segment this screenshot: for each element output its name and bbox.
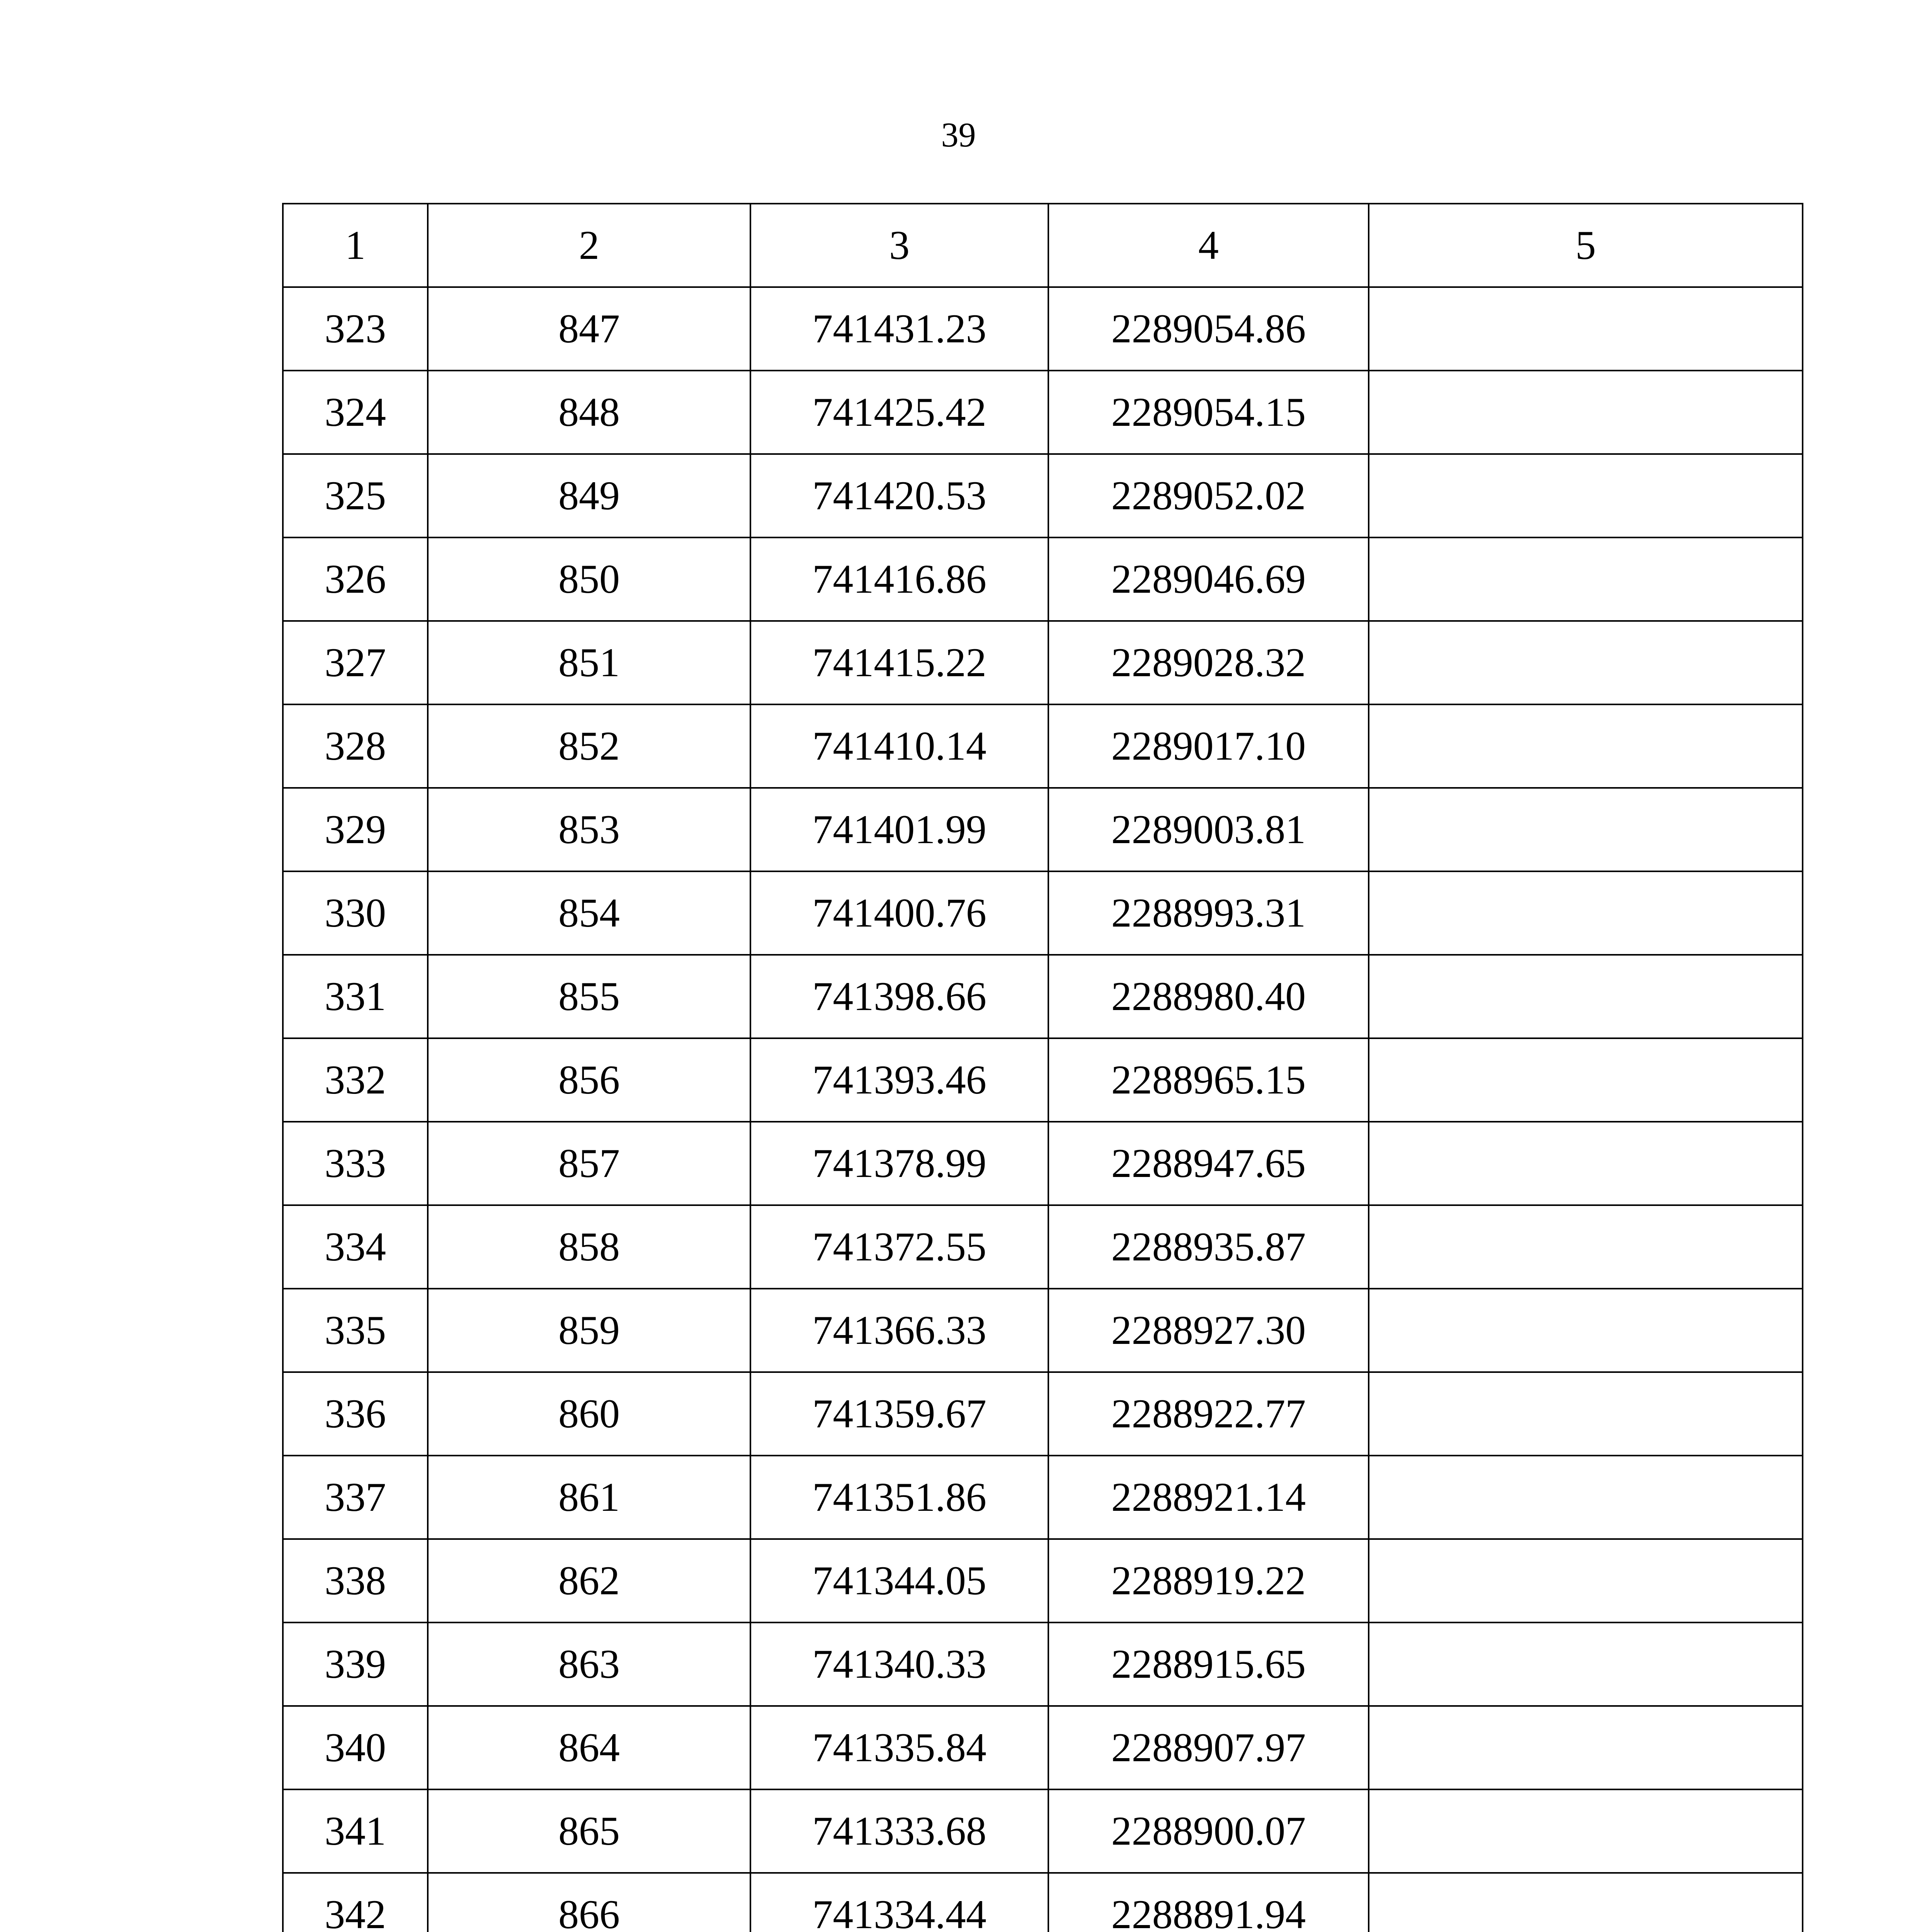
note-cell: [1369, 1038, 1803, 1122]
x-coordinate-cell: 741344.05: [750, 1539, 1048, 1622]
y-coordinate-cell: 2288947.65: [1048, 1122, 1369, 1205]
table-header: [283, 204, 1803, 287]
page-number: 39: [941, 116, 976, 154]
row-number-cell: 328: [283, 704, 428, 788]
note-cell: [1369, 1706, 1803, 1789]
x-coordinate-cell: 741431.23: [750, 287, 1048, 371]
note-cell: [1369, 287, 1803, 371]
x-coordinate-cell: 741401.99: [750, 788, 1048, 871]
row-number-cell: 331: [283, 955, 428, 1038]
x-coordinate-cell: 741420.53: [750, 454, 1048, 537]
point-number-cell: 855: [428, 955, 750, 1038]
point-number-cell: 863: [428, 1622, 750, 1706]
note-cell: [1369, 371, 1803, 454]
note-cell: [1369, 1289, 1803, 1372]
note-cell: [1369, 1372, 1803, 1456]
table-row: [283, 1205, 1803, 1289]
x-coordinate-cell: 741359.67: [750, 1372, 1048, 1456]
note-cell: [1369, 1622, 1803, 1706]
note-cell: [1369, 1122, 1803, 1205]
point-number-cell: 850: [428, 537, 750, 621]
note-cell: [1369, 871, 1803, 955]
x-coordinate-cell: 741425.42: [750, 371, 1048, 454]
x-coordinate-cell: 741393.46: [750, 1038, 1048, 1122]
x-coordinate-cell: 741416.86: [750, 537, 1048, 621]
y-coordinate-cell: 2289017.10: [1048, 704, 1369, 788]
table-row: [283, 955, 1803, 1038]
row-number-cell: 340: [283, 1706, 428, 1789]
table-row: [283, 371, 1803, 454]
x-coordinate-cell: 741378.99: [750, 1122, 1048, 1205]
y-coordinate-cell: 2288907.97: [1048, 1706, 1369, 1789]
table-row: [283, 1622, 1803, 1706]
row-number-cell: 324: [283, 371, 428, 454]
point-number-cell: 858: [428, 1205, 750, 1289]
note-cell: [1369, 1873, 1803, 1932]
x-coordinate-cell: 741400.76: [750, 871, 1048, 955]
point-number-cell: 847: [428, 287, 750, 371]
table-row: [283, 1706, 1803, 1789]
header-cell-2: 2: [428, 204, 750, 287]
point-number-cell: 854: [428, 871, 750, 955]
y-coordinate-cell: 2288915.65: [1048, 1622, 1369, 1706]
table-row: [283, 1122, 1803, 1205]
table-row: [283, 537, 1803, 621]
x-coordinate-cell: 741398.66: [750, 955, 1048, 1038]
y-coordinate-cell: 2289052.02: [1048, 454, 1369, 537]
note-cell: [1369, 454, 1803, 537]
row-number-cell: 329: [283, 788, 428, 871]
x-coordinate-cell: 741366.33: [750, 1289, 1048, 1372]
table-row: [283, 788, 1803, 871]
x-coordinate-cell: 741351.86: [750, 1456, 1048, 1539]
y-coordinate-cell: 2288922.77: [1048, 1372, 1369, 1456]
note-cell: [1369, 621, 1803, 704]
row-number-cell: 341: [283, 1789, 428, 1873]
x-coordinate-cell: 741410.14: [750, 704, 1048, 788]
row-number-cell: 323: [283, 287, 428, 371]
row-number-cell: 327: [283, 621, 428, 704]
table-row: [283, 1456, 1803, 1539]
note-cell: [1369, 537, 1803, 621]
table-row: [283, 1789, 1803, 1873]
row-number-cell: 333: [283, 1122, 428, 1205]
row-number-cell: 332: [283, 1038, 428, 1122]
x-coordinate-cell: 741334.44: [750, 1873, 1048, 1932]
x-coordinate-cell: 741340.33: [750, 1622, 1048, 1706]
row-number-cell: 335: [283, 1289, 428, 1372]
table-row: [283, 1539, 1803, 1622]
point-number-cell: 849: [428, 454, 750, 537]
point-number-cell: 857: [428, 1122, 750, 1205]
coordinates-table: [282, 203, 1803, 1932]
row-number-cell: 330: [283, 871, 428, 955]
point-number-cell: 862: [428, 1539, 750, 1622]
y-coordinate-cell: 2288935.87: [1048, 1205, 1369, 1289]
header-cell-3: 3: [750, 204, 1048, 287]
note-cell: [1369, 1789, 1803, 1873]
x-coordinate-cell: 741372.55: [750, 1205, 1048, 1289]
header-cell-5: 5: [1369, 204, 1803, 287]
y-coordinate-cell: 2289054.86: [1048, 287, 1369, 371]
note-cell: [1369, 1205, 1803, 1289]
y-coordinate-cell: 2289003.81: [1048, 788, 1369, 871]
point-number-cell: 848: [428, 371, 750, 454]
y-coordinate-cell: 2288927.30: [1048, 1289, 1369, 1372]
table-row: [283, 704, 1803, 788]
row-number-cell: 325: [283, 454, 428, 537]
header-row: [283, 204, 1803, 287]
row-number-cell: 339: [283, 1622, 428, 1706]
point-number-cell: 864: [428, 1706, 750, 1789]
point-number-cell: 859: [428, 1289, 750, 1372]
row-number-cell: 326: [283, 537, 428, 621]
note-cell: [1369, 788, 1803, 871]
note-cell: [1369, 955, 1803, 1038]
header-cell-4: 4: [1048, 204, 1369, 287]
note-cell: [1369, 704, 1803, 788]
point-number-cell: 860: [428, 1372, 750, 1456]
y-coordinate-cell: 2288980.40: [1048, 955, 1369, 1038]
table-body: [283, 287, 1803, 1932]
y-coordinate-cell: 2289028.32: [1048, 621, 1369, 704]
row-number-cell: 338: [283, 1539, 428, 1622]
y-coordinate-cell: 2288921.14: [1048, 1456, 1369, 1539]
x-coordinate-cell: 741415.22: [750, 621, 1048, 704]
row-number-cell: 342: [283, 1873, 428, 1932]
y-coordinate-cell: 2288993.31: [1048, 871, 1369, 955]
row-number-cell: 337: [283, 1456, 428, 1539]
table-row: [283, 621, 1803, 704]
table-row: [283, 1038, 1803, 1122]
y-coordinate-cell: 2288965.15: [1048, 1038, 1369, 1122]
x-coordinate-cell: 741333.68: [750, 1789, 1048, 1873]
point-number-cell: 851: [428, 621, 750, 704]
x-coordinate-cell: 741335.84: [750, 1706, 1048, 1789]
point-number-cell: 861: [428, 1456, 750, 1539]
y-coordinate-cell: 2288891.94: [1048, 1873, 1369, 1932]
row-number-cell: 336: [283, 1372, 428, 1456]
table-row: [283, 1289, 1803, 1372]
point-number-cell: 852: [428, 704, 750, 788]
y-coordinate-cell: 2289046.69: [1048, 537, 1369, 621]
point-number-cell: 853: [428, 788, 750, 871]
table-row: [283, 454, 1803, 537]
note-cell: [1369, 1539, 1803, 1622]
table-row: [283, 287, 1803, 371]
point-number-cell: 856: [428, 1038, 750, 1122]
y-coordinate-cell: 2288900.07: [1048, 1789, 1369, 1873]
note-cell: [1369, 1456, 1803, 1539]
header-cell-1: 1: [283, 204, 428, 287]
y-coordinate-cell: 2289054.15: [1048, 371, 1369, 454]
table-row: [283, 1372, 1803, 1456]
row-number-cell: 334: [283, 1205, 428, 1289]
table-row: [283, 871, 1803, 955]
y-coordinate-cell: 2288919.22: [1048, 1539, 1369, 1622]
point-number-cell: 866: [428, 1873, 750, 1932]
point-number-cell: 865: [428, 1789, 750, 1873]
table-row: [283, 1873, 1803, 1932]
